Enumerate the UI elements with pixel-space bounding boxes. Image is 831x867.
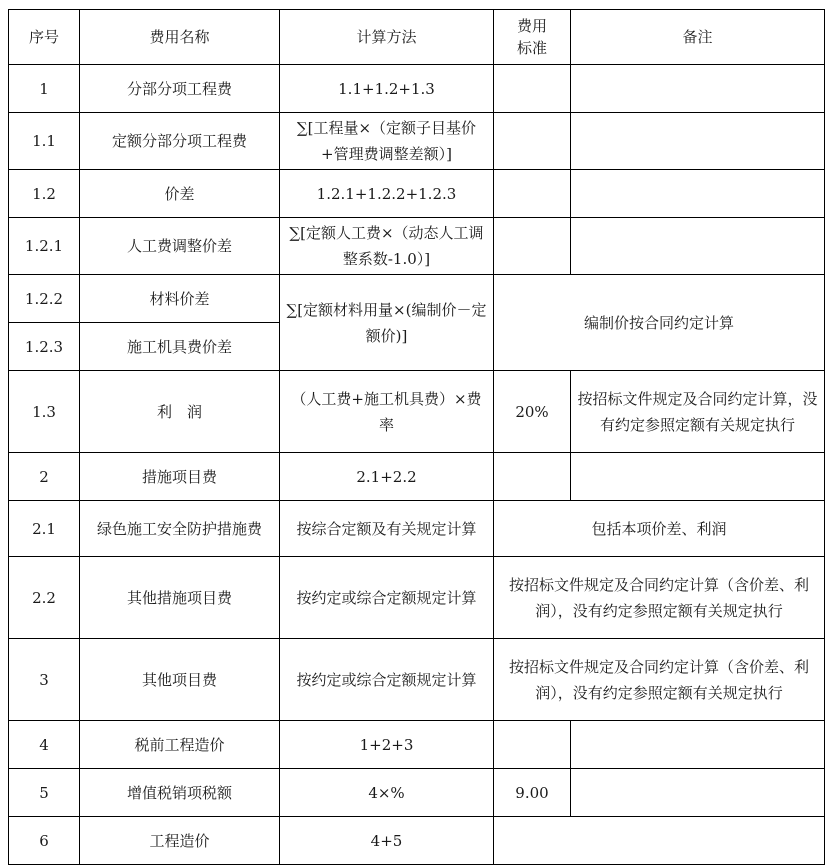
cell-method: 按约定或综合定额规定计算 (280, 557, 494, 639)
cell-seq: 2 (9, 453, 80, 501)
header-remark: 备注 (571, 10, 825, 65)
cell-seq: 4 (9, 721, 80, 769)
cell-name: 定额分部分项工程费 (80, 113, 280, 170)
cell-name: 其他措施项目费 (80, 557, 280, 639)
cell-method: 按约定或综合定额规定计算 (280, 639, 494, 721)
header-method: 计算方法 (280, 10, 494, 65)
table-row (9, 639, 825, 721)
cell-standard (494, 453, 571, 501)
cell-remark (571, 65, 825, 113)
cell-seq: 1.2.1 (9, 218, 80, 275)
cell-seq: 1.2.2 (9, 275, 80, 323)
table-row (9, 275, 825, 323)
cell-standard (494, 65, 571, 113)
cell-name: 材料价差 (80, 275, 280, 323)
cell-method: 1.1+1.2+1.3 (280, 65, 494, 113)
header-seq: 序号 (9, 10, 80, 65)
cell-standard: 20% (494, 371, 571, 453)
cell-standard (494, 170, 571, 218)
cell-method: 2.1+2.2 (280, 453, 494, 501)
cell-name: 施工机具费价差 (80, 323, 280, 371)
cell-standard: 9.00 (494, 769, 571, 817)
cell-seq: 2.1 (9, 501, 80, 557)
header-name: 费用名称 (80, 10, 280, 65)
cell-method: 1.2.1+1.2.2+1.2.3 (280, 170, 494, 218)
cell-method: 4+5 (280, 817, 494, 865)
cell-seq: 5 (9, 769, 80, 817)
cell-name: 措施项目费 (80, 453, 280, 501)
table-row (9, 721, 825, 769)
cell-seq: 1 (9, 65, 80, 113)
cell-seq: 1.1 (9, 113, 80, 170)
cell-remark: 按招标文件规定及合同约定计算（含价差、利润），没有约定参照定额有关规定执行 (494, 557, 825, 639)
table-row (9, 817, 825, 865)
cell-remark (571, 218, 825, 275)
cell-seq: 6 (9, 817, 80, 865)
cell-method: 4×% (280, 769, 494, 817)
cell-method: ∑[定额人工费×（动态人工调整系数-1.0）] (280, 218, 494, 275)
cell-name: 价差 (80, 170, 280, 218)
cell-standard (494, 721, 571, 769)
cell-seq: 3 (9, 639, 80, 721)
table-row (9, 557, 825, 639)
cell-seq: 2.2 (9, 557, 80, 639)
cell-remark: 编制价按合同约定计算 (494, 275, 825, 371)
cell-method: 1+2+3 (280, 721, 494, 769)
cell-seq: 1.2 (9, 170, 80, 218)
cell-remark: 按招标文件规定及合同约定计算，没有约定参照定额有关规定执行 (571, 371, 825, 453)
header-standard (494, 10, 571, 65)
fee-calculation-table (8, 9, 825, 865)
table-row (9, 113, 825, 170)
table-row (9, 170, 825, 218)
cell-name: 利 润 (80, 371, 280, 453)
cell-name: 绿色施工安全防护措施费 (80, 501, 280, 557)
cell-method: ∑[工程量×（定额子目基价+管理费调整差额）] (280, 113, 494, 170)
cell-name: 增值税销项税额 (80, 769, 280, 817)
cell-remark: 包括本项价差、利润 (494, 501, 825, 557)
cell-remark (571, 170, 825, 218)
cell-remark (494, 817, 825, 865)
cell-method: （人工费+施工机具费）×费率 (280, 371, 494, 453)
cell-method: 按综合定额及有关规定计算 (280, 501, 494, 557)
header-standard-line2: 标准 (516, 39, 547, 57)
table-row (9, 501, 825, 557)
cell-method: ∑[定额材料用量×(编制价－定额价)] (280, 275, 494, 371)
cell-name: 税前工程造价 (80, 721, 280, 769)
cell-remark (571, 113, 825, 170)
cell-name: 人工费调整价差 (80, 218, 280, 275)
table-row (9, 453, 825, 501)
table-header-row (9, 10, 825, 65)
table-row (9, 769, 825, 817)
table-row (9, 65, 825, 113)
cell-name: 工程造价 (80, 817, 280, 865)
header-standard-line1: 费用 (516, 17, 547, 35)
table-row (9, 218, 825, 275)
cell-remark: 按招标文件规定及合同约定计算（含价差、利润），没有约定参照定额有关规定执行 (494, 639, 825, 721)
cell-name: 其他项目费 (80, 639, 280, 721)
cell-remark (571, 453, 825, 501)
cell-name: 分部分项工程费 (80, 65, 280, 113)
cell-seq: 1.2.3 (9, 323, 80, 371)
cell-seq: 1.3 (9, 371, 80, 453)
table-row (9, 371, 825, 453)
cell-remark (571, 769, 825, 817)
cell-standard (494, 218, 571, 275)
cell-standard (494, 113, 571, 170)
cell-remark (571, 721, 825, 769)
